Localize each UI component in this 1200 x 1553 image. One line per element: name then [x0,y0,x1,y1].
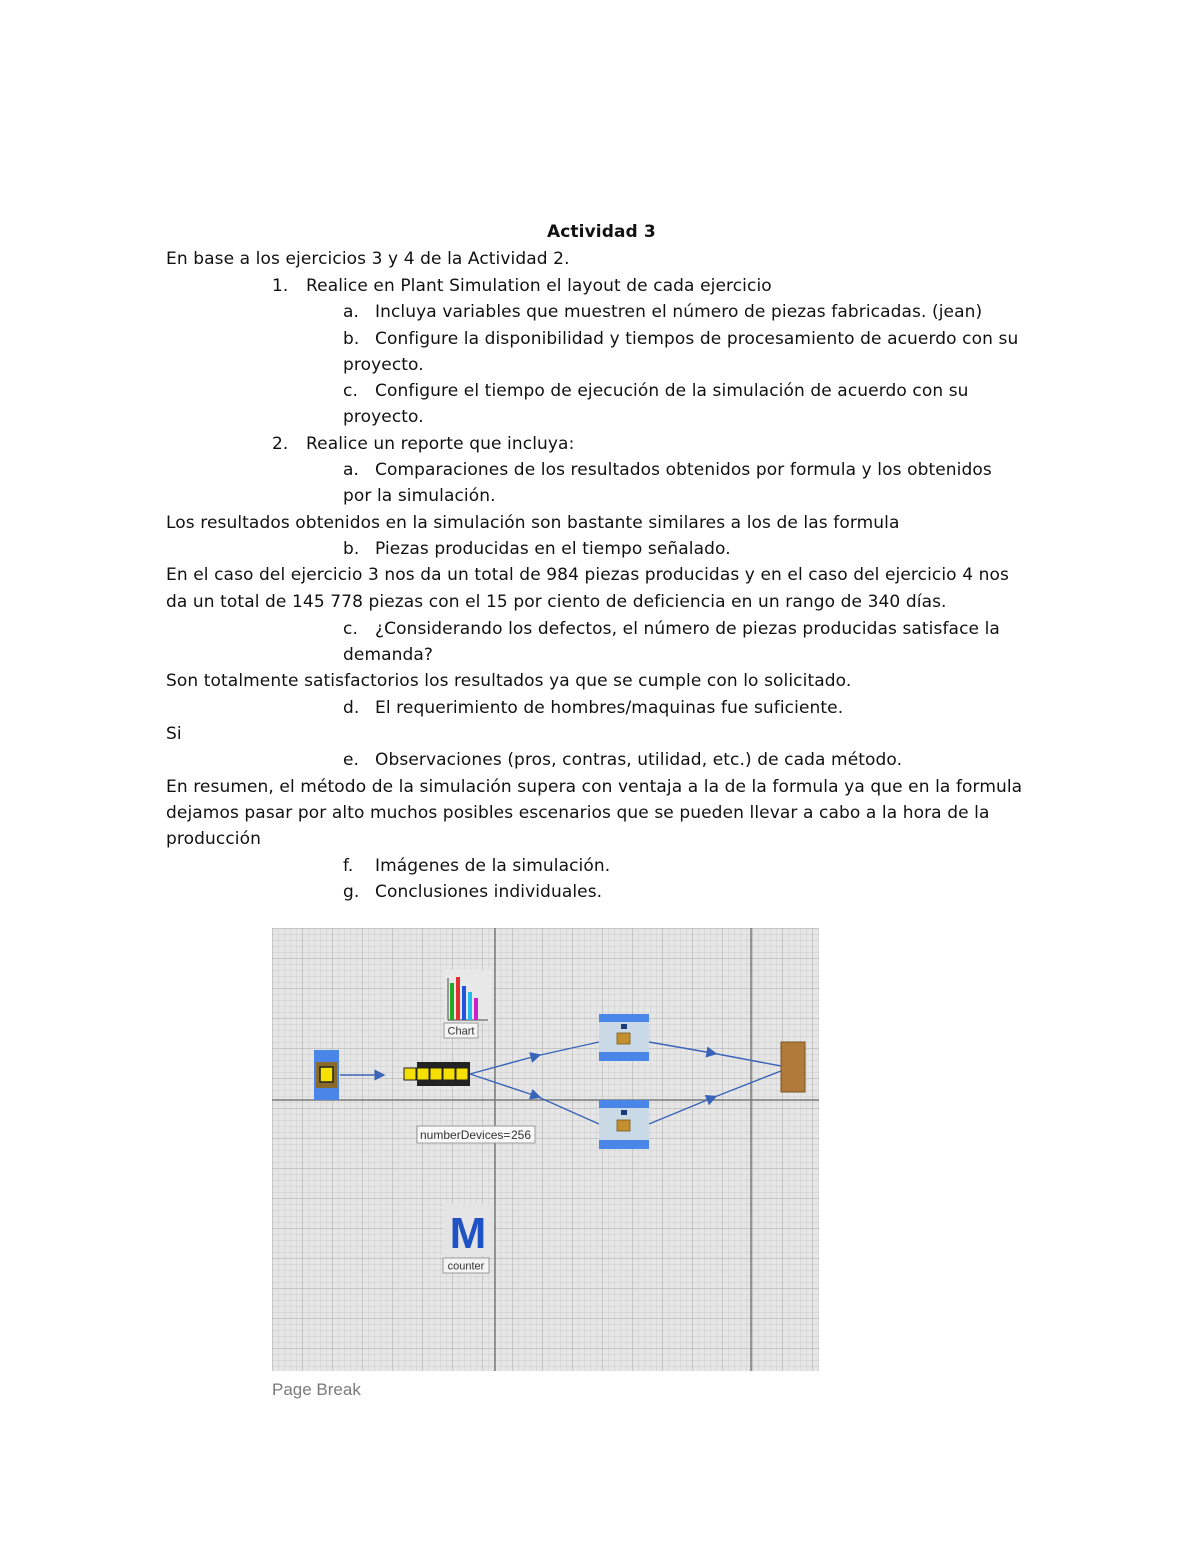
answer-c: Son totalmente satisfactorios los resultados ya que se cumple con lo solicitado. [166,671,852,691]
list-item-2g [343,879,602,905]
drain-icon[interactable] [781,1042,805,1092]
simulation-canvas [272,928,819,1371]
list-marker: e. [343,750,360,770]
method-label [443,1258,489,1273]
list-marker: d. [343,698,360,718]
list-item-text: Observaciones (pros, contras, utilidad, etc.) de cada método. [375,750,903,770]
list-item-2d [343,695,843,721]
list-marker: f. [343,856,354,876]
list-item-text: Realice un reporte que incluya: [306,434,575,454]
svg-text:256: 256 [511,1128,532,1142]
list-item-2a [343,457,992,483]
method-counter-icon[interactable] [443,1204,493,1258]
list-item-2a-cont: por la simulación. [343,486,496,506]
list-item-1a [343,299,982,325]
answer-b-line-2: da un total de 145 778 piezas con el 15 por ciento de deficiencia en un rango de 340 días. [166,592,947,612]
list-marker: 2. [272,434,289,454]
list-item-1 [272,273,772,299]
chart-object-icon[interactable] [444,970,492,1022]
intro-text: En base a los ejercicios 3 y 4 de la Actividad 2. [166,249,570,269]
answer-b-line-1: En el caso del ejercicio 3 nos da un total de 984 piezas producidas y en el caso del ejercicio 4 nos [166,565,1009,585]
list-item-1b [343,326,1018,352]
list-item-2b [343,536,731,562]
list-item-text: ¿Considerando los defectos, el número de piezas producidas satisface la [375,619,1000,639]
simulation-screenshot [272,928,819,1371]
list-item-text: Incluya variables que muestren el número de piezas fabricadas. (jean) [375,302,983,322]
list-marker: a. [343,460,360,480]
svg-text:counter: counter [447,1260,485,1273]
list-marker: c. [343,381,358,401]
answer-e-line-3: producción [166,829,261,849]
list-item-1b-cont: proyecto. [343,355,424,375]
list-item-text: El requerimiento de hombres/maquinas fue suficiente. [375,698,844,718]
answer-d: Si [166,724,182,744]
answer-e-line-1: En resumen, el método de la simulación supera con ventaja a la de la formula ya que en la formula [166,777,1023,797]
list-item-1c-cont: proyecto. [343,407,424,427]
list-item-1c [343,378,969,404]
list-item-text: Imágenes de la simulación. [375,856,611,876]
answer-a: Los resultados obtenidos en la simulación son bastante similares a los de las formula [166,513,900,533]
chart-label [444,1023,478,1038]
list-item-2f [343,853,610,879]
list-marker: 1. [272,276,289,296]
svg-text:numberDevices=: numberDevices= [420,1128,511,1142]
list-marker: a. [343,302,360,322]
list-item-2c-cont: demanda? [343,645,434,665]
list-item-text: Realice en Plant Simulation el layout de cada ejercicio [306,276,772,296]
svg-text:Chart: Chart [447,1025,475,1038]
list-item-text: Piezas producidas en el tiempo señalado. [375,539,731,559]
list-marker: b. [343,329,360,349]
list-item-text: Configure el tiempo de ejecución de la simulación de acuerdo con su [375,381,969,401]
answer-e-line-2: dejamos pasar por alto muchos posibles escenarios que se pueden llevar a cabo a la hora de la [166,803,990,823]
source-icon[interactable] [314,1050,339,1100]
list-marker: g. [343,882,360,902]
list-item-2c [343,616,1000,642]
station-bottom-icon[interactable] [599,1100,649,1149]
list-item-2e [343,747,902,773]
page-break-label: Page Break [272,1380,361,1399]
list-item-text: Configure la disponibilidad y tiempos de procesamiento de acuerdo con su [375,329,1019,349]
list-marker: b. [343,539,360,559]
svg-text:M: M [449,1209,487,1258]
list-item-text: Comparaciones de los resultados obtenidos por formula y los obtenidos [375,460,992,480]
document-title: Actividad 3 [547,222,656,242]
variable-number-devices[interactable] [417,1126,535,1143]
list-item-text: Conclusiones individuales. [375,882,603,902]
station-top-icon[interactable] [599,1014,649,1061]
list-marker: c. [343,619,358,639]
list-item-2 [272,431,574,457]
